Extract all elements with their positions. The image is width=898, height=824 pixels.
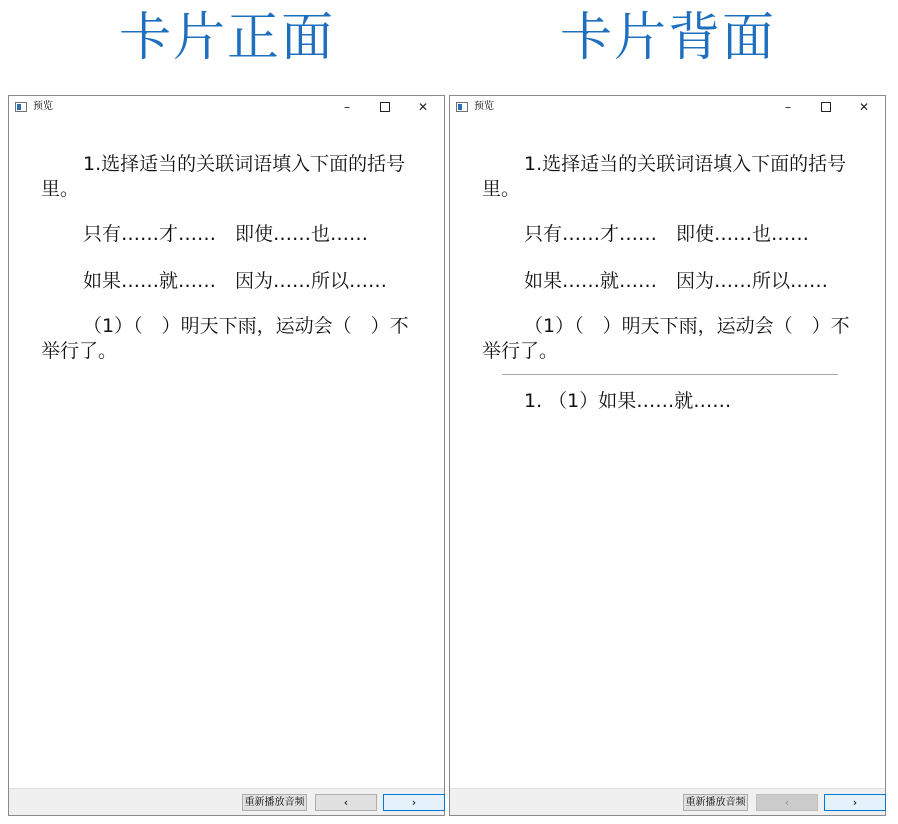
- maximize-button[interactable]: [370, 98, 400, 116]
- window-title: 预览: [474, 101, 494, 112]
- maximize-icon: [380, 102, 390, 112]
- status-bar: [9, 788, 444, 815]
- fill-blank-sentence: （1）（ ）明天下雨，运动会（ ）不举行了。: [41, 315, 409, 362]
- conjunction-pairs-row-2: 如果……就…… 因为……所以……: [83, 270, 388, 292]
- maximize-icon: [821, 102, 831, 112]
- preview-window-front: [8, 95, 445, 816]
- prev-button[interactable]: ‹: [756, 794, 818, 811]
- conjunction-pairs-row-1: 只有……才…… 即使……也……: [83, 223, 369, 245]
- replay-audio-button[interactable]: 重新播放音频: [683, 794, 748, 811]
- next-button[interactable]: ›: [383, 794, 445, 811]
- minimize-button[interactable]: –: [785, 100, 791, 114]
- close-button[interactable]: ✕: [858, 100, 870, 114]
- window-title: 预览: [33, 101, 53, 112]
- prev-button[interactable]: ‹: [315, 794, 377, 811]
- conjunction-pairs-row-1: 只有……才…… 即使……也……: [524, 223, 810, 245]
- replay-audio-button[interactable]: 重新播放音频: [242, 794, 307, 811]
- fill-blank-sentence: （1）（ ）明天下雨，运动会（ ）不举行了。: [482, 315, 850, 362]
- close-button[interactable]: ✕: [417, 100, 429, 114]
- title-bar: [450, 96, 885, 118]
- answer-divider: [502, 374, 838, 375]
- card-content: [41, 152, 409, 384]
- next-button[interactable]: ›: [824, 794, 886, 811]
- minimize-button[interactable]: –: [344, 100, 350, 114]
- preview-window-back: [449, 95, 886, 816]
- heading-front: 卡片正面: [118, 8, 335, 68]
- heading-back: 卡片背面: [559, 8, 776, 68]
- conjunction-pairs-row-2: 如果……就…… 因为……所以……: [524, 270, 829, 292]
- title-bar: [9, 96, 444, 118]
- card-content: [482, 152, 850, 414]
- app-icon: [456, 102, 468, 112]
- question-text: 1.选择适当的关联词语填入下面的括号里。: [41, 153, 406, 200]
- maximize-button[interactable]: [811, 98, 841, 116]
- question-text: 1.选择适当的关联词语填入下面的括号里。: [482, 153, 847, 200]
- app-icon: [15, 102, 27, 112]
- answer-text: 1. （1）如果……就……: [524, 390, 732, 412]
- status-bar: [450, 788, 885, 815]
